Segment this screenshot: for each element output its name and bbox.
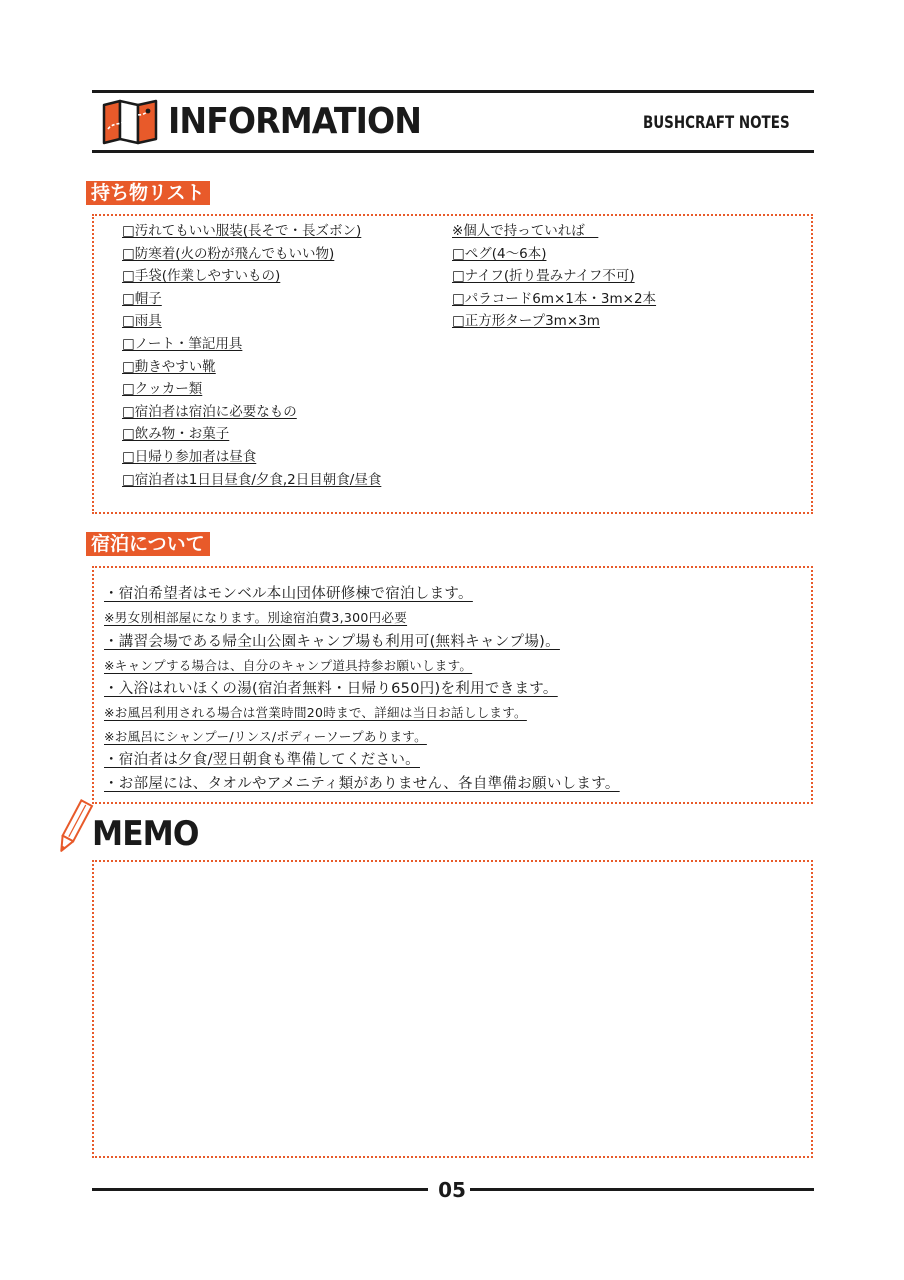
page-title: INFORMATION [168, 101, 422, 142]
lodging-list [104, 582, 620, 796]
list-item: □帽子 [122, 290, 162, 307]
map-icon [100, 99, 162, 145]
lodging-line: ※お風呂利用される場合は営業時間20時まで、詳細は当日お話しします。 [104, 705, 527, 720]
header-top-rule [92, 90, 814, 93]
lodging-line: ・お部屋には、タオルやアメニティ類がありません、各自準備お願いします。 [104, 776, 620, 792]
list-item: □動きやすい靴 [122, 358, 216, 375]
lodging-line: ・入浴はれいほくの湯(宿泊者無料・日帰り650円)を利用できます。 [104, 681, 558, 697]
lodging-section-label: 宿泊について [86, 532, 210, 556]
list-item: □飲み物・お菓子 [122, 426, 230, 443]
list-item: □日帰り参加者は昼食 [122, 448, 257, 465]
memo-box[interactable] [92, 860, 813, 1158]
lodging-line: ・宿泊希望者はモンベル本山団体研修棟で宿泊します。 [104, 586, 473, 602]
list-item: □汚れてもいい服装(長そで・長ズボン) [122, 223, 362, 239]
list-item: □手袋(作業しやすいもの) [122, 268, 281, 285]
list-item: □パラコード6m×1本・3m×2本 [452, 290, 657, 307]
header-bottom-rule [92, 150, 814, 153]
list-item: □宿泊者は宿泊に必要なもの [122, 403, 297, 420]
lodging-line: ※キャンプする場合は、自分のキャンプ道具持参お願いします。 [104, 657, 473, 673]
list-item: □雨具 [122, 313, 162, 330]
brand-label: BUSHCRAFT NOTES [643, 113, 790, 133]
list-item: □ナイフ(折り畳みナイフ不可) [452, 268, 635, 285]
lodging-line: ※お風呂にシャンプー/リンス/ボディーソープあります。 [104, 728, 427, 744]
memo-title: MEMO [92, 814, 199, 854]
list-item: □ノート・筆記用具 [122, 335, 243, 352]
page-number: 05 [438, 1178, 466, 1202]
list-item: □正方形タープ3m×3m [452, 313, 600, 330]
list-item: □クッカー類 [122, 381, 203, 398]
list-item: □宿泊者は1日目昼食/夕食,2日目朝食/昼食 [122, 471, 382, 488]
list-item: □ペグ(4〜6本) [452, 245, 547, 262]
lodging-line: ・講習会場である帰全山公園キャンプ場も利用可(無料キャンプ場)。 [104, 633, 560, 650]
list-item: □防寒着(火の粉が飛んでもいい物) [122, 245, 335, 262]
lodging-line: ・宿泊者は夕食/翌日朝食も準備してください。 [104, 752, 420, 768]
belongings-left-list [122, 220, 381, 491]
belongings-section-label: 持ち物リスト [86, 181, 210, 205]
list-item: ※個人で持っていれば [452, 223, 599, 239]
belongings-right-list [452, 220, 656, 333]
pencil-icon [52, 798, 96, 856]
lodging-line: ※男女別相部屋になります。別途宿泊費3,300円必要 [104, 610, 408, 625]
